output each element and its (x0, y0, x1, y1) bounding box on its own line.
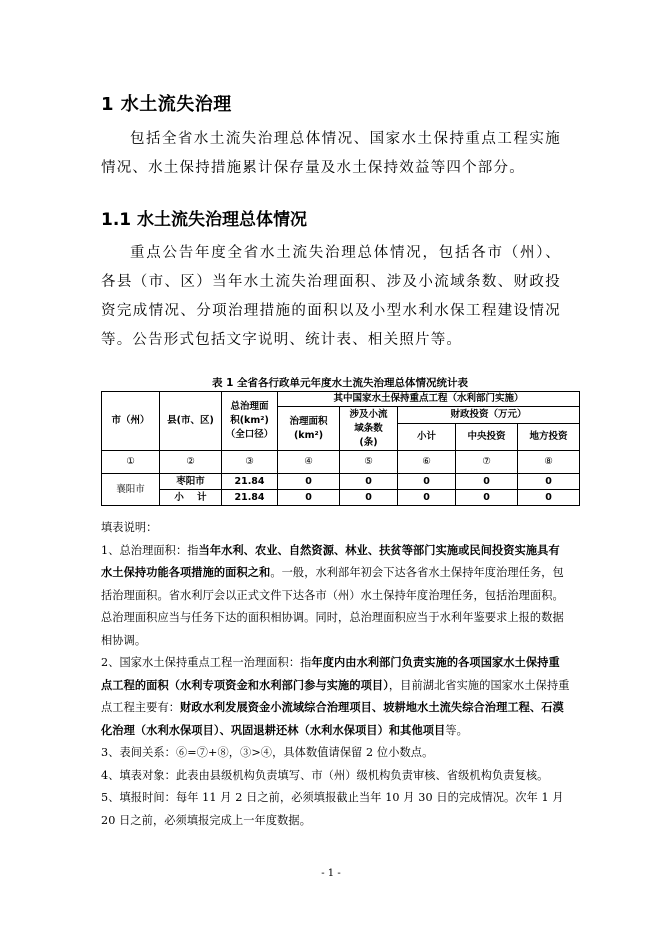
header-county: 县(市、区) (160, 392, 222, 451)
notes-title: 填表说明： (101, 521, 158, 534)
header-city: 市（州） (102, 392, 160, 451)
index-cell: ④ (278, 451, 340, 474)
cell-total: 21.84 (222, 490, 278, 506)
cell-total: 21.84 (222, 474, 278, 490)
index-cell: ⑤ (340, 451, 398, 474)
table-row (102, 474, 580, 490)
cell-subtotal: 0 (398, 490, 456, 506)
cell-subtotal: 0 (398, 474, 456, 490)
cell-local: 0 (518, 474, 580, 490)
cell-watershed: 0 (340, 490, 398, 506)
index-cell: ⑧ (518, 451, 580, 474)
cell-area: 0 (278, 490, 340, 506)
section-heading-1: 1 水土流失治理 (101, 94, 232, 115)
index-cell: ⑥ (398, 451, 456, 474)
header-watershed: 涉及小流 域条数 (条) (340, 407, 398, 451)
statistics-table (101, 391, 580, 506)
section-heading-1-1: 1.1 水土流失治理总体情况 (101, 210, 308, 230)
index-cell: ① (102, 451, 160, 474)
page-number: - 1 - (321, 868, 341, 879)
note-1: 1、总治理面积：指当年水利、农业、自然资源、林业、扶贫等部门实施或民间投资实施具有水土保持功能各项措施的面积之和。一般，水利部年初会下达各省水土保持年度治理任务，包括治理面积。省水利厅会以正式文件下达各市（州）水土保持年度治理任务，包括治理面积。总治理面积应当与任务下达的面积相协调。同时，总治理面积应当于水利年鉴要求上报的数据相协调。 (101, 543, 564, 647)
table-row (102, 490, 580, 506)
note-3: 3、表间关系：⑥=⑦+⑧，③>④，具体数值请保留 2 位小数点。 (101, 746, 434, 759)
header-investment: 财政投资（万元） (398, 407, 580, 424)
cell-central: 0 (456, 490, 518, 506)
table-notes (101, 517, 571, 832)
header-area: 治理面积 (km²) (278, 407, 340, 451)
section-1-paragraph: 包括全省水土流失治理总体情况、国家水土保持重点工程实施情况、水土保持措施累计保存量及水土保持效益等四个部分。 (101, 131, 561, 176)
header-local: 地方投资 (518, 424, 580, 451)
index-cell: ② (160, 451, 222, 474)
cell-county: 小 计 (160, 490, 222, 506)
cell-local: 0 (518, 490, 580, 506)
note-4: 4、填表对象：此表由县级机构负责填写、市（州）级机构负责审核、省级机构负责复核。 (101, 768, 549, 782)
header-subtotal: 小计 (398, 424, 456, 451)
header-key-project-group: 其中国家水土保持重点工程（水利部门实施） (278, 392, 580, 407)
table-header-row (102, 392, 580, 407)
note-2: 2、国家水土保持重点工程一治理面积：指年度内由水利部门负责实施的各项国家水土保持重点工程的面积（水利专项资金和水利部门参与实施的项目），目前湖北省实施的国家水土保持重点工程主要有：财政水利发展资金小流域综合治理项目、坡耕地水土流失综合治理工程、石漠化治理（水利水保项目）、巩固退耕还林（水利水保项目）和其他项目等。 (101, 656, 570, 737)
header-total-area: 总治理面 积(km²) （全口径） (222, 392, 278, 451)
cell-watershed: 0 (340, 474, 398, 490)
index-cell: ③ (222, 451, 278, 474)
cell-county: 枣阳市 (160, 474, 222, 490)
cell-city: 襄阳市 (102, 474, 160, 506)
index-cell: ⑦ (456, 451, 518, 474)
cell-central: 0 (456, 474, 518, 490)
table-caption: 表 1 全省各行政单元年度水土流失治理总体情况统计表 (211, 377, 469, 389)
note-5: 5、填报时间：每年 11 月 2 日之前，必须填报截止当年 10 月 30 日的完成情况。次年 1 月 20 日之前，必须填报完成上一年度数据。 (101, 791, 564, 827)
table-index-row (102, 451, 580, 474)
cell-area: 0 (278, 474, 340, 490)
section-1-1-paragraph: 重点公告年度全省水土流失治理总体情况，包括各市（州）、各县（市、区）当年水土流失治理面积、涉及小流域条数、财政投资完成情况、分项治理措施的面积以及小型水利水保工程建设情况等。公告形式包括文字说明、统计表、相关照片等。 (101, 245, 561, 348)
header-central: 中央投资 (456, 424, 518, 451)
